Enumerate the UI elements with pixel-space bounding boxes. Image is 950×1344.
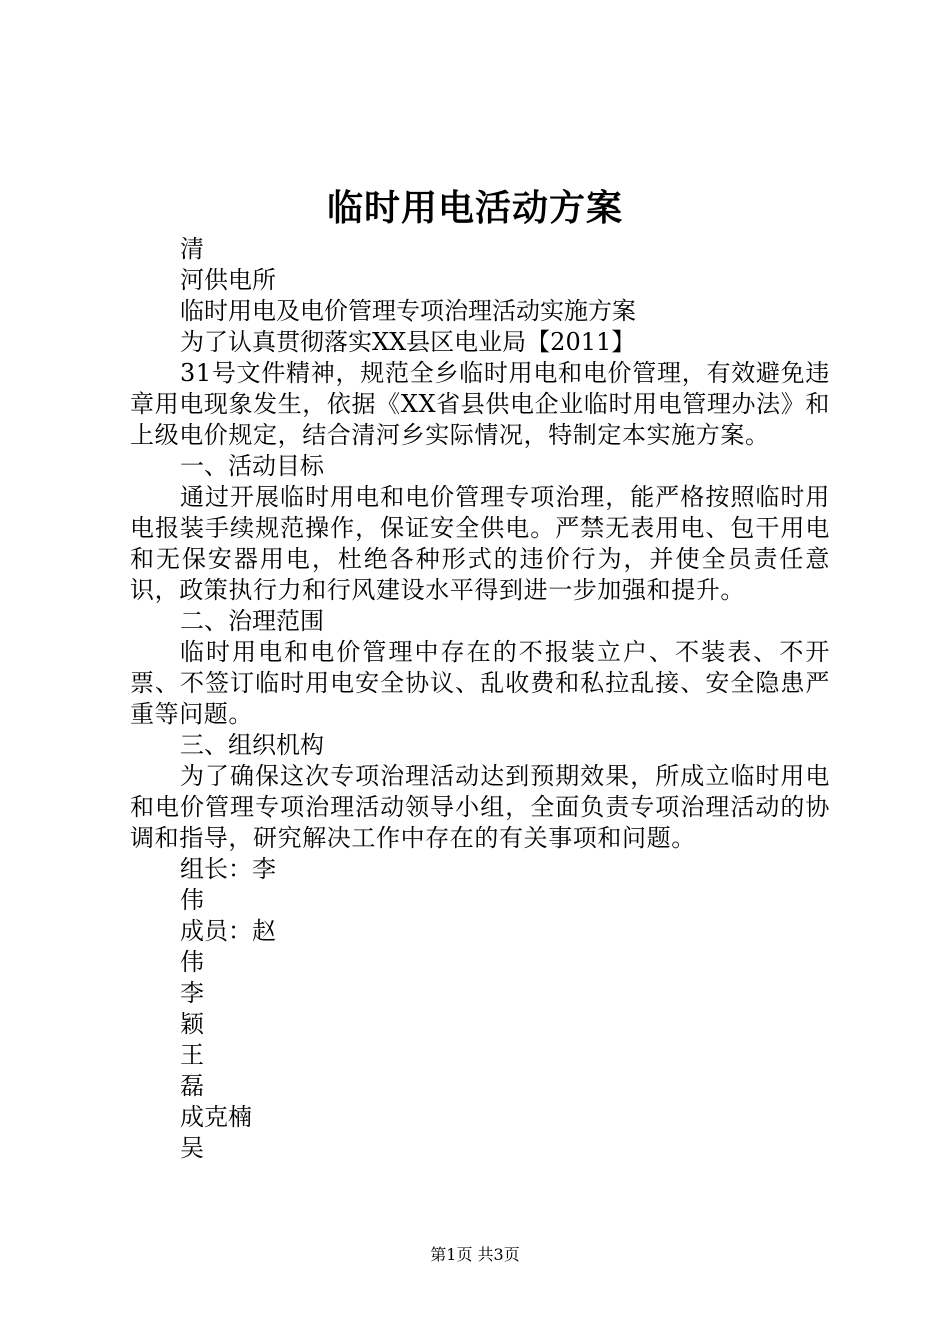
document-body xyxy=(130,234,830,1164)
paragraph: 临时用电和电价管理中存在的不报装立户、不装表、不开票、不签订临时用电安全协议、乱收费和私拉乱接、安全隐患严重等问题。 xyxy=(130,638,830,728)
document-title: 临时用电活动方案 xyxy=(326,187,623,229)
text-line: 磊 xyxy=(180,1072,204,1100)
text-line: 清 xyxy=(180,235,204,263)
section-heading: 三、组织机构 xyxy=(180,731,324,759)
text-line: 伟 xyxy=(180,948,204,976)
text-line: 河供电所 xyxy=(180,266,276,294)
text-line: 成克楠 xyxy=(180,1103,252,1131)
section-heading: 一、活动目标 xyxy=(180,452,324,480)
paragraph: 31号文件精神，规范全乡临时用电和电价管理，有效避免违章用电现象发生，依据《XX省县供电企业临时用电管理办法》和上级电价规定，结合清河乡实际情况，特制定本实施方案。 xyxy=(130,359,830,449)
page-footer: 第1页 共3页 xyxy=(430,1245,520,1264)
text-line: 吴 xyxy=(180,1134,204,1162)
paragraph: 通过开展临时用电和电价管理专项治理，能严格按照临时用电报装手续规范操作，保证安全供电。严禁无表用电、包干用电和无保安器用电，杜绝各种形式的违价行为，并使全员责任意识，政策执行力和行风建设水平得到进一步加强和提升。 xyxy=(130,483,830,604)
paragraph: 为了确保这次专项治理活动达到预期效果，所成立临时用电和电价管理专项治理活动领导小组，全面负责专项治理活动的协调和指导，研究解决工作中存在的有关事项和问题。 xyxy=(130,762,830,852)
text-line: 伟 xyxy=(180,886,204,914)
text-line: 李 xyxy=(180,979,204,1007)
text-line: 组长：李 xyxy=(180,855,276,883)
text-line: 王 xyxy=(180,1041,204,1069)
text-line: 为了认真贯彻落实XX县区电业局【2011】 xyxy=(180,328,636,356)
text-line: 临时用电及电价管理专项治理活动实施方案 xyxy=(180,297,636,325)
text-line: 颖 xyxy=(180,1010,204,1038)
text-line: 成员：赵 xyxy=(180,917,276,945)
section-heading: 二、治理范围 xyxy=(180,607,324,635)
